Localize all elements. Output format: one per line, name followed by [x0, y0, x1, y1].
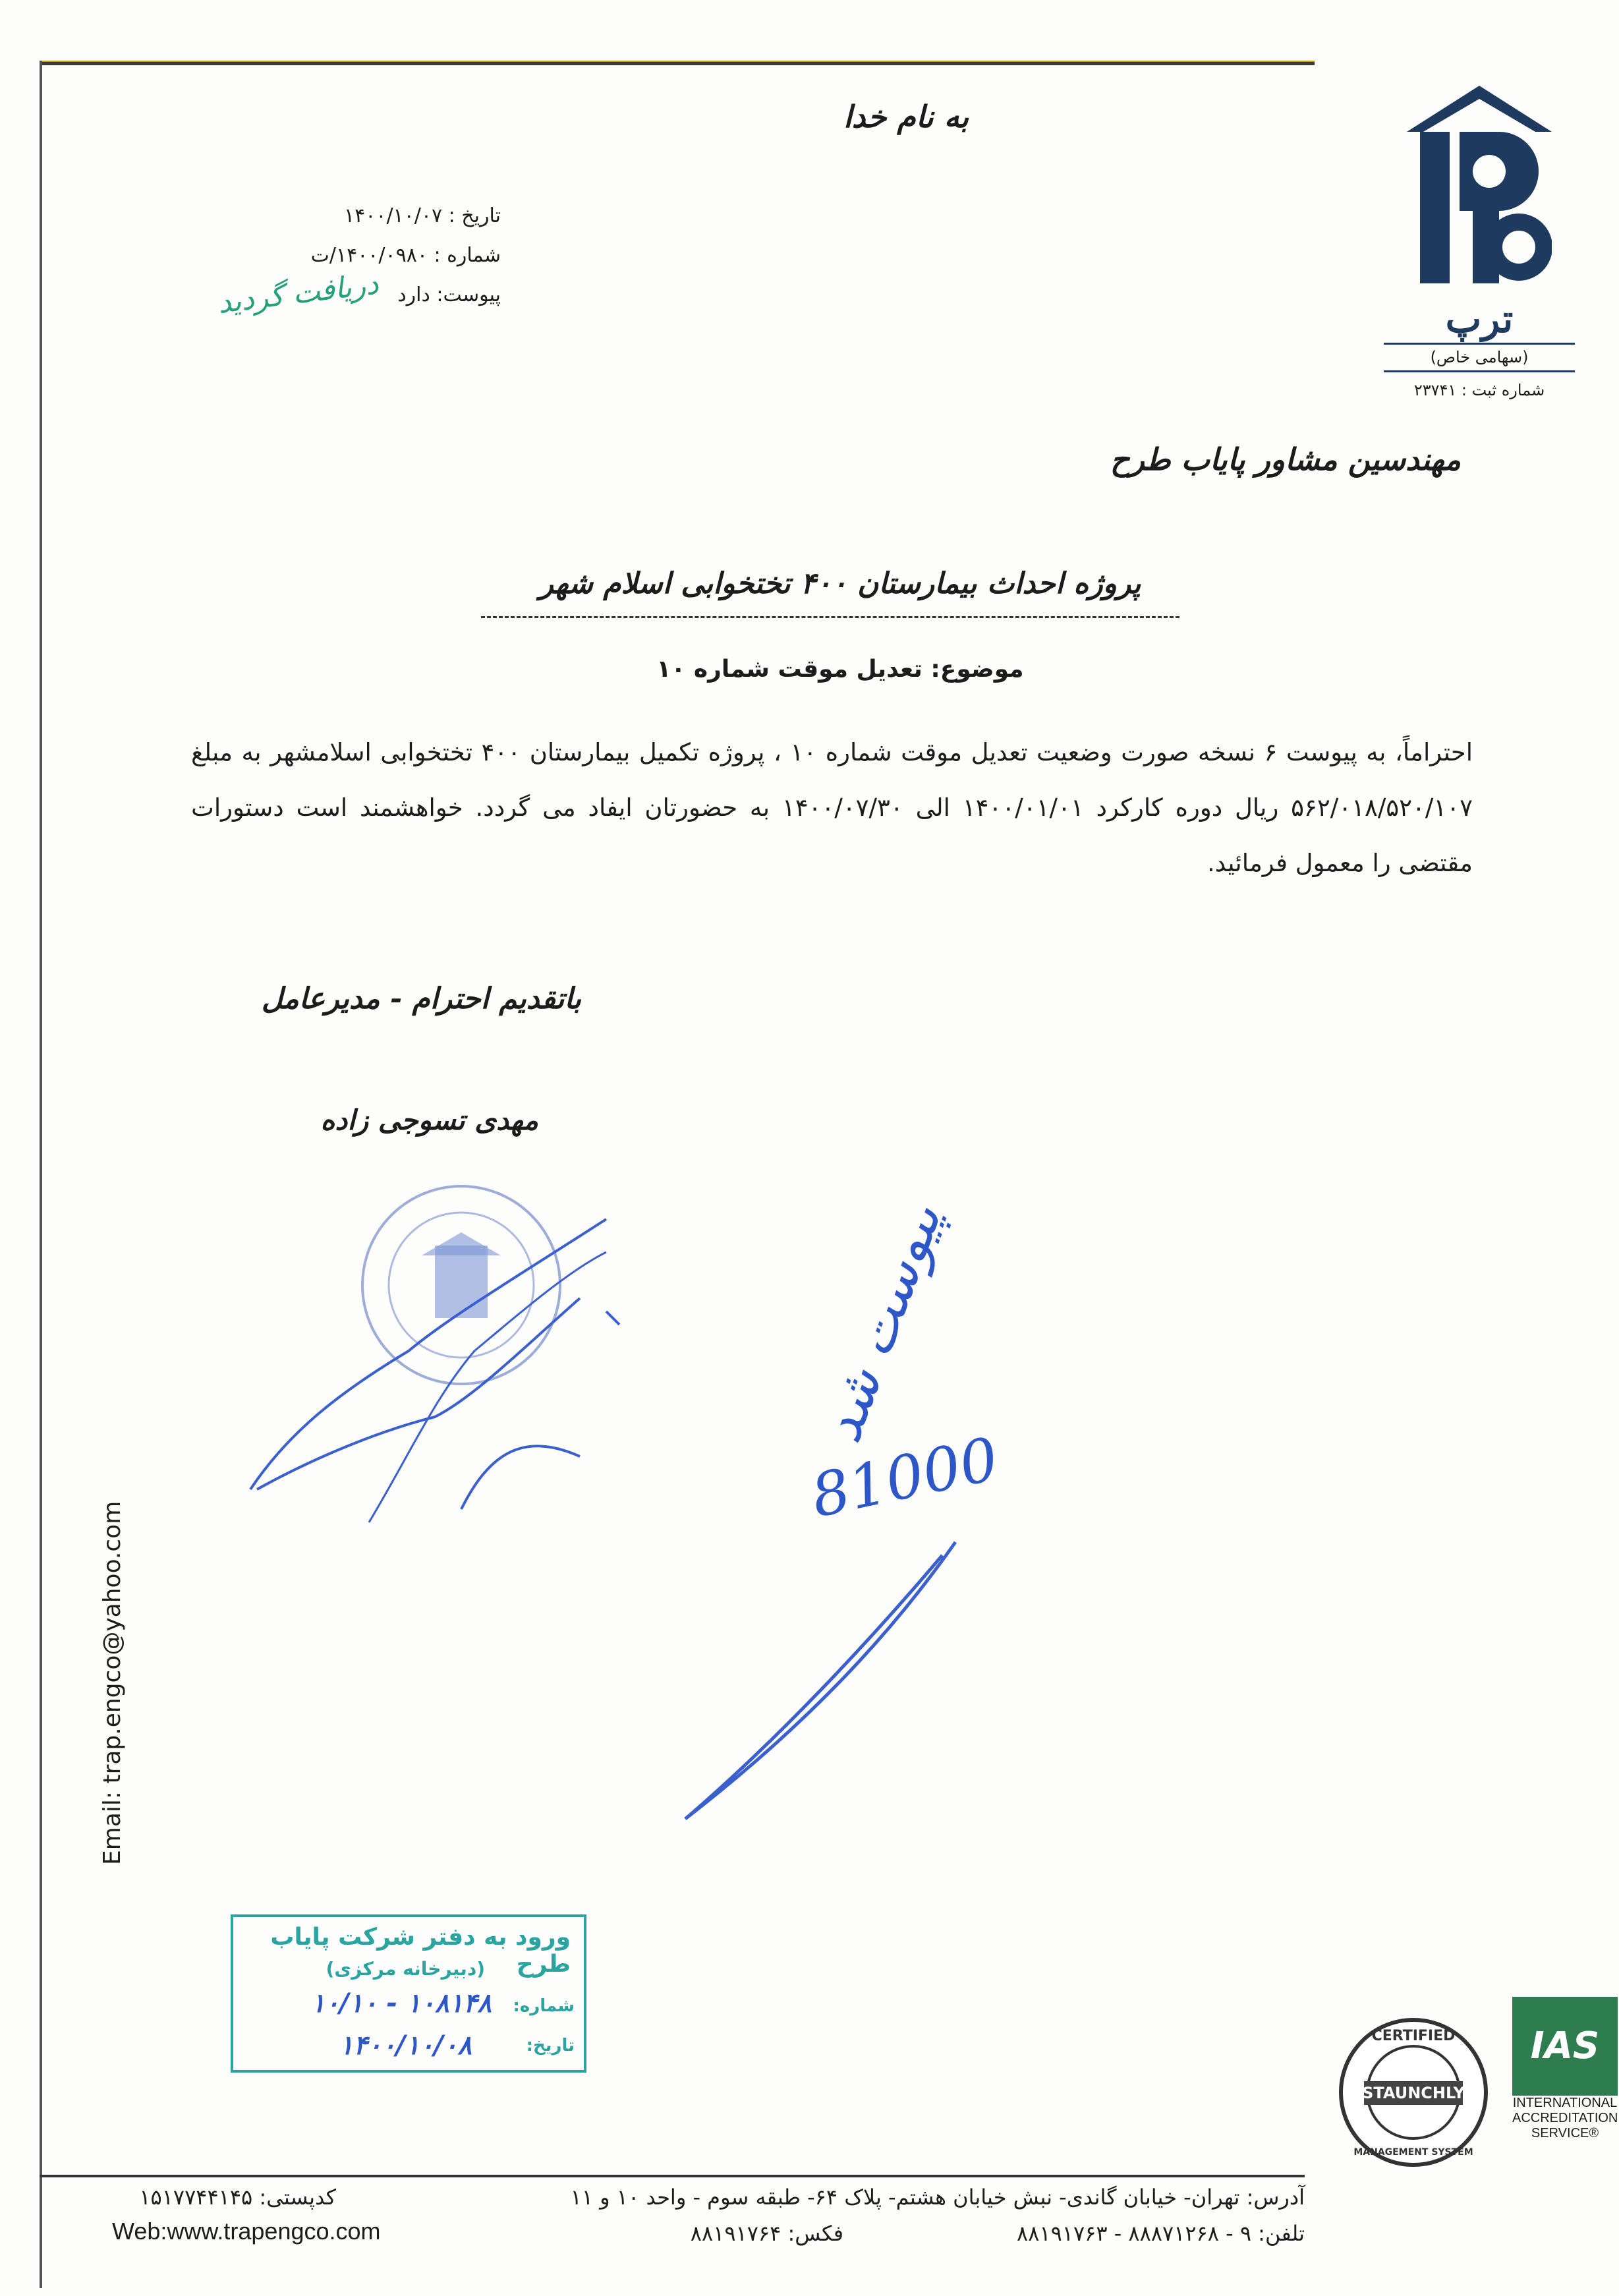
ias-line3: SERVICE® — [1531, 2126, 1599, 2140]
signer-name: مهدی تسوجی زاده — [320, 1104, 538, 1136]
signature-scribble — [237, 1180, 712, 1549]
company-logo-icon — [1407, 86, 1552, 303]
handwritten-received-note: دریافت گردید — [215, 267, 381, 320]
footer-rule — [40, 2175, 1305, 2177]
postal-code: کدپستی: ۱۵۱۷۷۴۴۱۴۵ — [139, 2185, 336, 2210]
certified-badge-icon — [1338, 2017, 1489, 2168]
logo-rule-top — [1384, 343, 1575, 345]
logo-registration: شماره ثبت : ۲۳۷۴۱ — [1413, 381, 1545, 399]
email: Email: trap.engco@yahoo.com — [99, 1501, 126, 1865]
date-line: تاریخ : ۱۴۰۰/۱۰/۰۷ — [344, 204, 501, 227]
address: آدرس: تهران- خیابان گاندی- نبش خیابان هشتم- پلاک ۶۴- طبقه سوم - واحد ۱۰ و ۱۱ — [570, 2185, 1305, 2210]
number-line: شماره : ۱۴۰۰/۰۹۸۰/ت — [310, 244, 501, 267]
stamp-number-label: شماره: — [513, 1996, 575, 2016]
logo-company-name: ترپ — [1445, 297, 1514, 341]
ias-badge — [1512, 1997, 1618, 2162]
dashed-divider — [481, 616, 1179, 618]
top-border — [40, 61, 1315, 65]
closing: باتقدیم احترام - مدیرعامل — [261, 982, 581, 1016]
handwritten-number: 81000 — [805, 1424, 1005, 1532]
logo-company-type: (سهامی خاص) — [1430, 348, 1529, 366]
stamp-date-label: تاریخ: — [526, 2036, 575, 2055]
handwritten-slash — [672, 1529, 975, 1832]
left-border — [40, 61, 42, 2288]
attachment-line: پیوست: دارد — [397, 283, 501, 306]
basmala: به نام خدا — [843, 99, 969, 134]
recipient: مهندسین مشاور پایاب طرح — [1110, 442, 1461, 477]
handwritten-note: پیوست شد — [810, 1195, 954, 1450]
stamp-number-value: ۱۰/۱۰ - ۱۰۸۱۴۸ — [311, 1988, 492, 2019]
subject: موضوع: تعدیل موقت شماره ۱۰ — [656, 656, 1024, 683]
phone: تلفن: ۹ - ۸۸۸۷۱۲۶۸ - ۸۸۱۹۱۷۶۳ — [1017, 2221, 1305, 2246]
stamp-title: ورود به دفتر شرکت پایاب طرح — [270, 1924, 571, 1978]
website: Web:www.trapengco.com — [112, 2218, 381, 2245]
certified-top-text: CERTIFIED — [1371, 2028, 1456, 2044]
ias-line1: INTERNATIONAL — [1512, 2096, 1618, 2110]
ias-line2: ACCREDITATION — [1512, 2111, 1618, 2125]
certified-mid-text: STAUNCHLY — [1362, 2084, 1465, 2102]
certified-bottom-text: MANAGEMENT SYSTEM — [1353, 2147, 1473, 2158]
ias-logo-icon: IAS — [1512, 1997, 1618, 2096]
receipt-stamp — [231, 1914, 586, 2073]
stamp-date-value: ۱۴۰۰/۱۰/۰۸ — [339, 2030, 472, 2061]
project-title: پروژه احداث بیمارستان ۴۰۰ تختخوابی اسلام شهر — [539, 567, 1141, 600]
logo-rule-bottom — [1384, 370, 1575, 372]
letter-body: احتراماً، به پیوست ۶ نسخه صورت وضعیت تعدیل موقت شماره ۱۰ ، پروژه تکمیل بیمارستان ۴۰۰ تختخوابی اسلامشهر به مبلغ ۵۶۲/۰۱۸/۵۲۰/۱۰۷ ریال دوره کارکرد ۱۴۰۰/۰۱/۰۱ الی ۱۴۰۰/۰۷/۳۰ به حضورتان ایفاد می گردد. خواهشمند است دستورات مقتضی را معمول فرمائید. — [191, 738, 1473, 877]
stamp-subtitle: (دبیرخانه مرکزی) — [326, 1958, 485, 1980]
fax: فکس: ۸۸۱۹۱۷۶۴ — [690, 2221, 843, 2246]
